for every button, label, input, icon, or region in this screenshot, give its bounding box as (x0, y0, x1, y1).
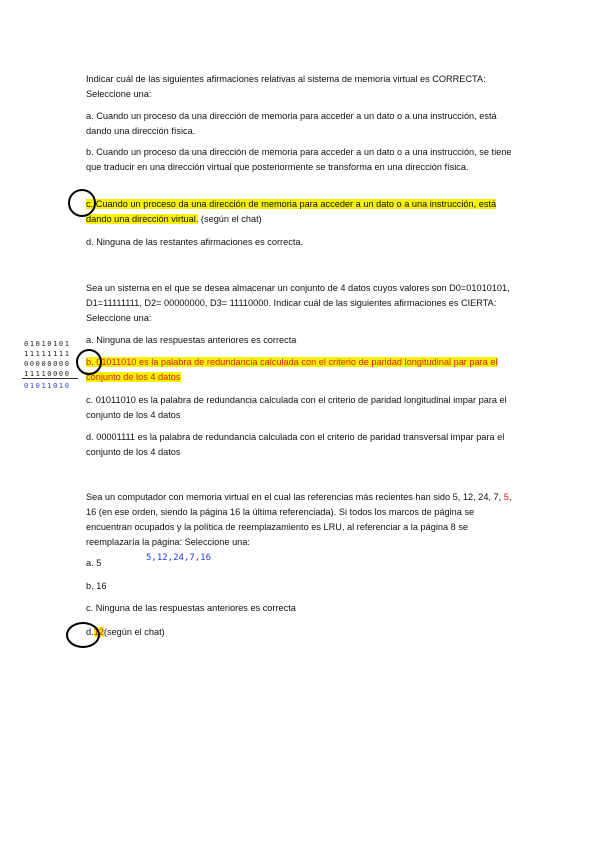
q2-stem: Sea un sistema en el que se desea almacenar un conjunto de 4 datos cuyos valores son D0=01010101, D1=11111111, D2= 00000000, D3= 11110000. Indicar cuál de las siguientes afirmaciones es CIERTA: Seleccione una: (86, 283, 510, 323)
handwritten-parity-row: 11110000 (24, 370, 71, 378)
q3-option-d-highlight: 12 (93, 627, 104, 637)
handwritten-circle-mark (76, 349, 102, 375)
q1-option-c (86, 197, 516, 227)
q2-option-b-highlight: b. 01011010 es la palabra de redundancia calculada con el criterio de paridad longitudinal par para el conjunto de los 4 datos (86, 357, 498, 382)
handwritten-parity-row: 00000000 (24, 360, 71, 368)
q1-option-c-note: (según el chat) (198, 214, 262, 224)
q1-option-d: d. Ninguna de las restantes afirmaciones es correcta. (86, 237, 304, 247)
handwritten-sequence-note: 5,12,24,7,16 (146, 553, 212, 563)
q1-option-a: a. Cuando un proceso da una dirección de memoria para acceder a un dato o a una instrucción, está dando una dirección física. (86, 111, 497, 136)
q2-option-a: a. Ninguna de las respuestas anteriores es correcta (86, 335, 297, 345)
q3-option-c: c. Ninguna de las respuestas anteriores es correcta (86, 603, 296, 613)
handwritten-sum-line (22, 378, 78, 379)
q3-option-d: d.12(según el chat) (86, 627, 165, 637)
q3-stem: Sea un computador con memoria virtual en el cual las referencias más recientes han sido 5, 12, 24, 7, 5, 16 (en ese orden, siendo la página 16 la última referenciada). Si todos los marcos de página se encuentran ocupados y la política de reemplazamiento es LRU, al referenciar a la página 8 se reemplazaría la página: Seleccione una: (86, 492, 512, 547)
q2-option-c: c. 01011010 es la palabra de redundancia calculada con el criterio de paridad longitudinal impar para el conjunto de los 4 datos (86, 395, 507, 420)
q3-option-a: a. 5 (86, 558, 102, 568)
q1-option-b: b. Cuando un proceso da una dirección de memoria para acceder a un dato o a una instrucción, se tiene que traducir en una dirección virtual que posteriormente se transforma en una dirección física. (86, 147, 512, 172)
q3-option-b: b. 16 (86, 581, 107, 591)
q1-option-c-highlight: c. Cuando un proceso da una dirección de memoria para acceder a un dato o a una instrucción, está dando una dirección virtual. (86, 199, 497, 224)
handwritten-parity-row: 11111111 (24, 350, 71, 358)
q3-stem-red-value: 5 (503, 492, 509, 502)
q1-stem: Indicar cuál de las siguientes afirmaciones relativas al sistema de memoria virtual es CORRECTA: Seleccione una: (86, 74, 486, 99)
handwritten-circle-mark (66, 622, 100, 648)
handwritten-circle-mark (68, 189, 96, 217)
q2-option-b (86, 355, 516, 385)
handwritten-parity-result: 01011010 (24, 382, 71, 390)
q2-option-d: d. 00001111 es la palabra de redundancia calculada con el criterio de paridad transversal impar para el conjunto de los 4 datos (86, 432, 505, 457)
handwritten-parity-row: 01010101 (24, 340, 71, 348)
